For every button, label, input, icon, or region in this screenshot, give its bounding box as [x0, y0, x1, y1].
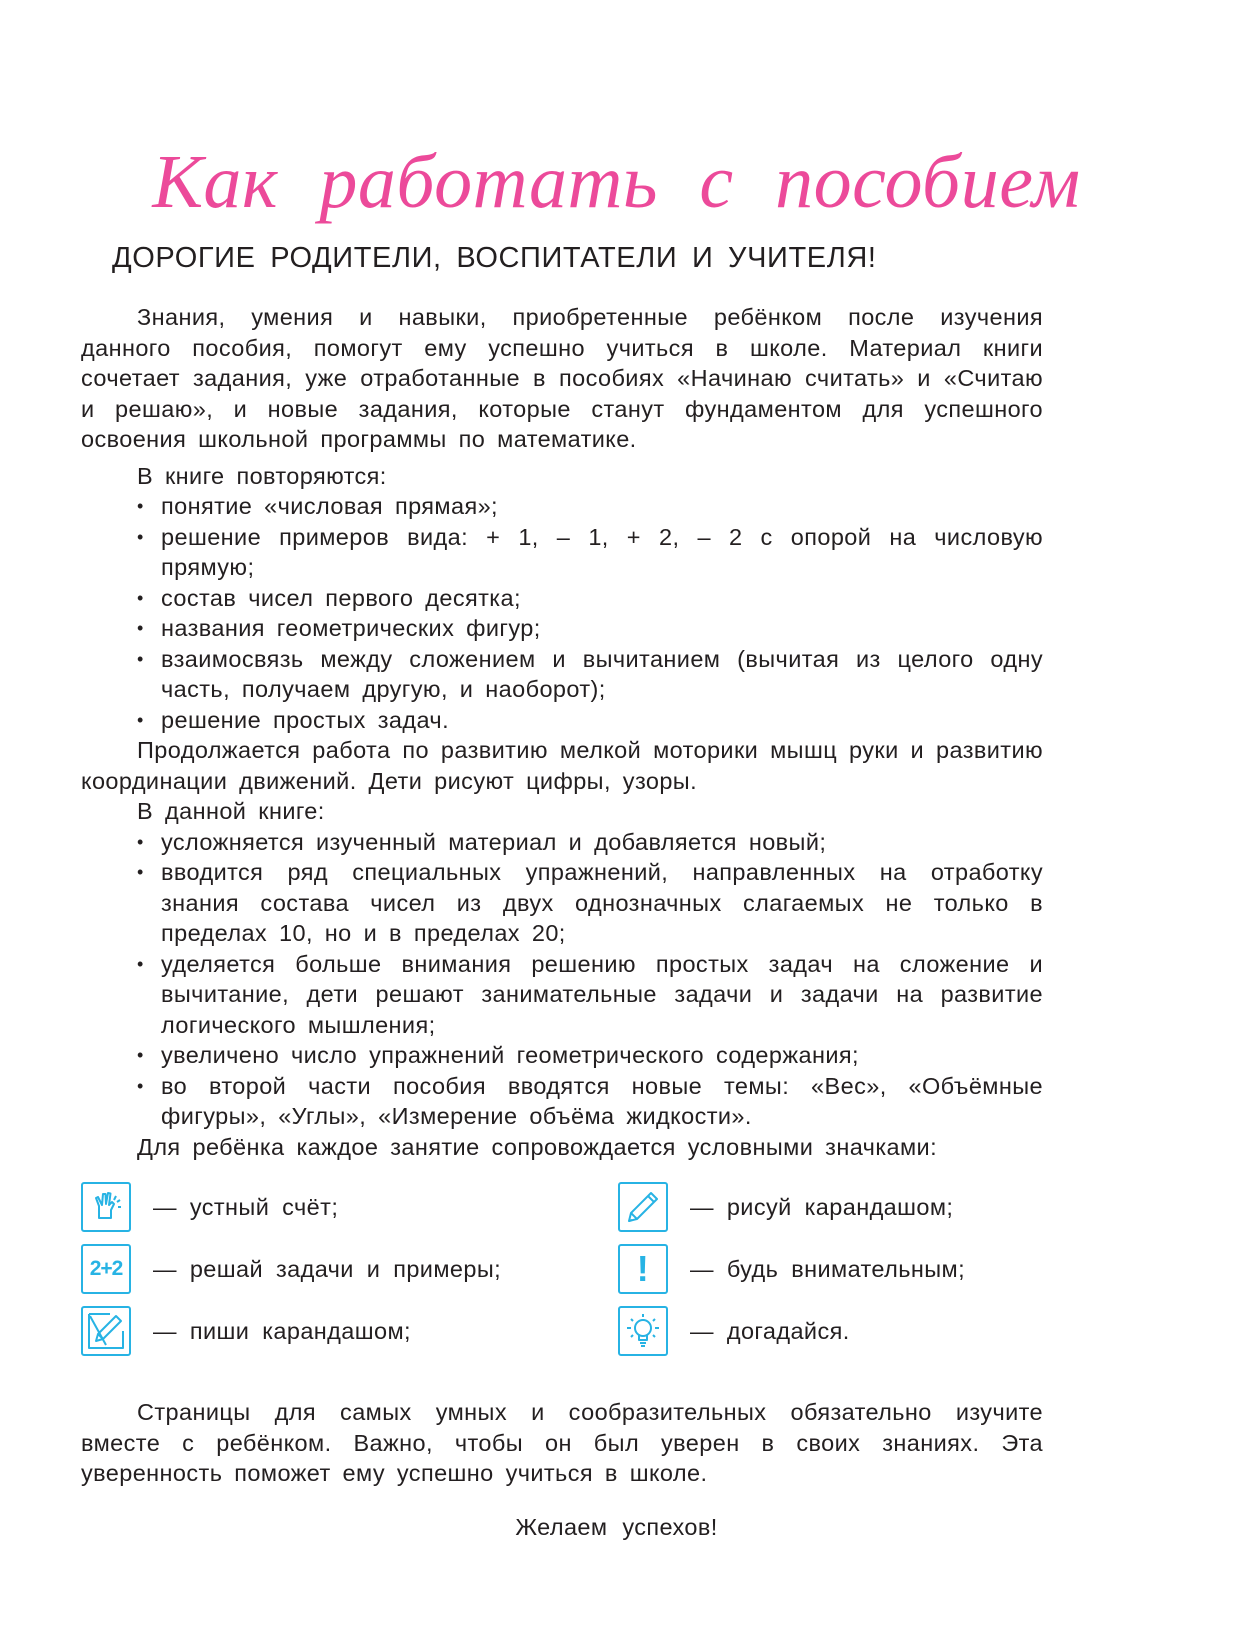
- list-item: • состав чисел первого десятка;: [137, 583, 1043, 614]
- legend-item-guess: [618, 1304, 850, 1358]
- hand-counting-icon: [81, 1182, 131, 1232]
- legend-text: — рисуй карандашом;: [690, 1193, 954, 1220]
- page-subtitle: ДОРОГИЕ РОДИТЕЛИ, ВОСПИТАТЕЛИ И УЧИТЕЛЯ!: [112, 242, 877, 274]
- repeat-heading: В книге повторяются:: [137, 462, 387, 489]
- book-heading: В данной книге:: [137, 798, 325, 824]
- list-item: • решение простых задач.: [137, 705, 1043, 736]
- list-item: • во второй части пособия вводятся новые темы: «Вес», «Объёмные фигуры», «Углы», «Измерение объёма жидкости».: [137, 1071, 1043, 1132]
- legend-text: — решай задачи и примеры;: [153, 1255, 502, 1282]
- page-title: Как работать с пособием: [152, 140, 1081, 224]
- legend-text: — устный счёт;: [153, 1193, 339, 1220]
- legend-item-solve: [81, 1242, 501, 1296]
- main-text: [81, 302, 1043, 1162]
- motor-paragraph: Продолжается работа по развитию мелкой моторики мышц руки и развитию координации движений. Дети рисуют цифры, узоры.: [81, 737, 1043, 794]
- legend-text: — пиши карандашом;: [153, 1317, 411, 1344]
- list-item: • взаимосвязь между сложением и вычитанием (вычитая из целого одну часть, получаем другую, и наоборот);: [137, 644, 1043, 705]
- list-item: • понятие «числовая прямая»;: [137, 491, 1043, 522]
- legend-item-oral-count: [81, 1180, 338, 1234]
- legend-text: — догадайся.: [690, 1317, 850, 1344]
- list-item: • решение примеров вида: + 1, – 1, + 2, – 2 с опорой на числовую прямую;: [137, 522, 1043, 583]
- pencil-draw-icon: [618, 1182, 668, 1232]
- pencil-write-icon: [81, 1306, 131, 1356]
- list-item: • уделяется больше внимания решению простых задач на сложение и вычитание, дети решают занимательные задачи и задачи на развитие логического мышления;: [137, 949, 1043, 1041]
- list-item: • усложняется изученный материал и добавляется новый;: [137, 827, 1043, 858]
- list-item: • увеличено число упражнений геометрического содержания;: [137, 1040, 1043, 1071]
- two-plus-two-icon: 2+2: [81, 1244, 131, 1294]
- closing-paragraph: Страницы для самых умных и сообразительных обязательно изучите вместе с ребёнком. Важно, чтобы он был уверен в своих знаниях. Эта уверенность поможет ему успешно учиться в школе.: [81, 1399, 1043, 1486]
- exclamation-icon: !: [618, 1244, 668, 1294]
- repeat-list: [81, 491, 1043, 735]
- legend-item-attention: [618, 1242, 965, 1296]
- lightbulb-icon: [618, 1306, 668, 1356]
- closing-wish: Желаем успехов!: [515, 1514, 718, 1540]
- legend-text: — будь внимательным;: [690, 1255, 966, 1282]
- legend-item-draw: [618, 1180, 953, 1234]
- list-item: • вводится ряд специальных упражнений, направленных на отработку знания состава чисел из двух однозначных слагаемых не только в пределах 10, но и в пределах 20;: [137, 857, 1043, 949]
- intro-paragraph: Знания, умения и навыки, приобретенные ребёнком после изучения данного пособия, помогут ему успешно учиться в школе. Материал книги сочетает задания, уже отработанные в пособиях «Начинаю считать» и «Считаю и решаю», и новые задания, которые станут фундаментом для успешного освоения школьной программы по математике.: [81, 304, 1043, 452]
- list-item: • названия геометрических фигур;: [137, 613, 1043, 644]
- icon-legend: [81, 1180, 1043, 1390]
- icons-intro: Для ребёнка каждое занятие сопровождается условными значками:: [137, 1133, 938, 1160]
- book-list: [81, 827, 1043, 1132]
- legend-item-write: [81, 1304, 411, 1358]
